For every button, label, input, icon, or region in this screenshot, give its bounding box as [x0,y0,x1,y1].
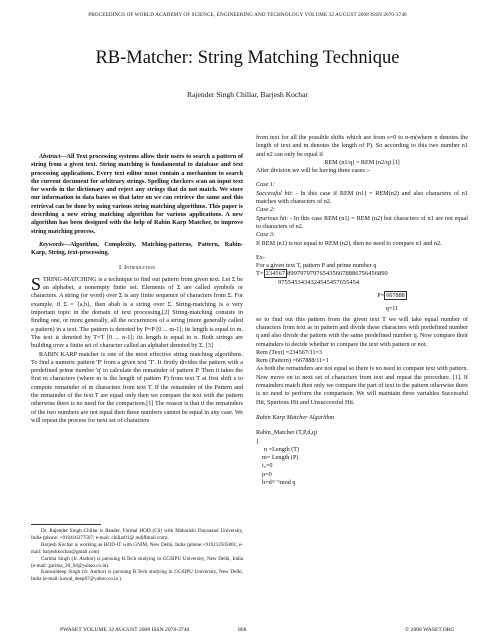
text-sequence-line-1 [256,270,468,278]
case-1-text: : - In this case if REM (n1) = REM(n2) and also characters of n1 matches with characters of n2. [256,189,468,206]
left-column [31,153,243,425]
footnotes [31,528,243,583]
abstract-label: Abstract [39,153,61,160]
case-1-paragraph [256,190,468,207]
algorithm-title: Rabin Karp Matcher Algorithm [256,413,335,421]
case-3-label: Case 3: [256,231,276,239]
right-paragraph-4: As both the remainders are not equal so there is no need to compare text with pattern. Now move on to next set of characters from text and repeat the procedure. [1]. If remainders match then only we compare the part of text to the pattern otherwise there is no need to perform the comparison. We will maintain three variables Successful Hit, Spurious Hit and Unsuccessful Hit. [256,365,469,406]
intro-text-1: TRING-MATCHING is a technique to find out pattern from given text. Let Σ be an alphabet, a nonempty finite set. Elements of Σ are called symbols or characters. A string (or word) over Σ is any finite sequence of characters from Σ. For example, if Σ = {a,b}, then abab is a string over Σ. String-matching is a very important topic in the domain of text processing.[2] String-matching consists in finding one, or more generally, all the occurrences of a string (more generally called a pattern) in a text. The pattern is denoted by P=P [0 ... m-1]; its length is equal to m. The text is denoted by T=T [0 ... n-1]; its length is equal to n. Both strings are building over a finite set of character called an alphabet denoted by Σ. [3] [31,275,243,350]
footer-left: PWASET VOLUME 32 AUGUST 2008 ISSN 2070-3740 [60,627,190,633]
case-2-label: Case 2: [256,206,276,214]
right-paragraph-2: After division we will be having three cases :- [256,167,371,175]
rem-text-line: Rem (Text) =234567/11=3 [256,348,323,356]
example-text: For a given text T, pattern P and prime number q [256,262,377,270]
code-line: p=0 [262,470,272,478]
case-1-label: Case 1: [256,181,276,189]
right-paragraph-3: so to find out this pattern from the given text T we will take equal number of characters from text as in pattern and divide these characters with predefined number q and also divide the pattern with the same predefined number q. Now compare their remainders to decide whether to compare the text with pattern or not. [256,315,468,348]
footer-right: © 2008 WASET.ORG [405,627,455,633]
algorithm-code [256,429,468,487]
case-2-paragraph [256,215,468,232]
abstract-paragraph [31,153,243,236]
highlighted-window: 234567 [265,270,286,278]
code-line: t₀=0 [262,462,273,470]
right-column [256,134,468,487]
running-header: PROCEEDINGS OF WORLD ACADEMY OF SCIENCE, ENGINEERING AND TECHNOLOGY VOLUME 32 AUGUST 2008 ISSN 2070-3740 [88,12,407,18]
code-line: h=dᵐ⁻¹mod q [262,478,296,486]
footnote: Garima Singh (Jr. Author) is pursuing B.Tech studying in GGSIPU University, New Delhi, India (e-mail: garima_20_04@yahoo.co.in). [31,555,243,569]
intro-paragraph-1 [31,273,243,351]
rem-pattern-line: Rem (Pattern) =667888/11=1 [256,357,329,365]
remainder-formula: REM (n1/q) = REM (n2/q) [1] [324,158,400,166]
code-line: n =Length (T) [264,445,300,453]
code-line: { [256,437,259,445]
pattern-box: 667888 [386,292,405,300]
keywords-text: —Algorithm, Complexity, Matching-patterns, Pattern, Rabin-Karp, String, text-processing. [31,240,243,257]
section-heading-introduction: I. Introduction [118,263,156,271]
page-number: 868 [238,627,247,633]
author-line: Rajender Singh Chillar, Barjesh Kochar [187,90,308,99]
case-2-term: Spurious hit [256,214,287,222]
footnote: Kanwaldeep Singh (Jr. Author) is pursuing B.Tech studying in GGSIPU University, New Delhi, India (e-mail: kawal_deep87@yahoo.co.in ). [31,569,243,583]
keywords-label: Keywords [39,240,64,248]
case-1-term: Successful hit [256,189,292,197]
drop-cap: S [31,273,42,294]
footnote: Barjesh Kochar is working as HOD-IT with GNIM, New Delhi, India (phone:+919212505801; e-mail: barjeshkochar@gmail.com) [31,541,243,555]
pattern-prefix: P= [377,292,385,300]
keywords-paragraph [31,241,243,258]
intro-paragraph-2: RABIN KARP matcher is one of the most effective string matching algorithms. To find a numeric pattern 'P' from a given text 'T'. It firstly divides the pattern with a predefined prime number 'q' to calculate the remainder of pattern P. Then it takes the first m characters (where m is the length of pattern P) from text T at first shift s to compute remainder of m characters from text T. If the remainder of the Pattern and the remainder of the text T are equal only then we compare the text with the pattern otherwise there is no need for the comparison.[1] The reason is that if the remainders of the two numbers are not equal then these numbers cannot be equal in any case. We will repeat the process for next set of characters [31,350,243,424]
abstract-text: —All Text processing systems allow their users to search a pattern of string from a given text. String matching is fundamental to database and text processing applications. Every text editor must contain a mechanism to search the current document for arbitrary strings. Spelling checkers scan an input text for words in the dictionary and reject any strings that do not match. We store our information in data bases so that later on we can retrieve the same and this retrieval can be done by using various string matching algorithms. This paper is describing a new string matching algorithm for various applications. A new algorithm has been designed with the help of Rabin Karp Matcher, to improve string matching process. [31,153,243,235]
footnote: Dr. Rajender Singh Chillar is Reader, Formal HOD (CS) with Maharishi Dayanand University, India (phone: +919416277507; e-mail: chillar01@ rediffmail.com). [31,528,243,541]
paper-title: RB-Matcher: String Matching Technique [95,48,400,68]
text-sequence-rest: 8997979797654356678886756456890 [287,270,388,278]
text-sequence-line-2: 9755453434324545457655454 [278,278,360,286]
prime-number: q=11 [385,305,399,313]
case-3-text: If REM (n1) is not equal to REM (n2), then no need to compare n1 and n2. [256,239,442,247]
pattern-line [256,292,468,300]
case-2-text: : - In this case REM (n1) = REM (n2) but characters of n1 are not equal to characters of n2. [256,214,468,230]
text-prefix: T= [256,270,264,278]
example-label: Ex- [256,253,265,261]
code-line: Rabin_Matcher (T,P,d,q) [256,429,318,437]
right-paragraph-1: from text for all the possible shifts which are from s=0 to n-m(where n denotes the length of text and m denotes the length of P). So according to this two number n1 and n2 can only be equal if [256,134,468,158]
code-line: m= Length (P) [262,454,299,462]
footnote-rule [31,524,101,525]
